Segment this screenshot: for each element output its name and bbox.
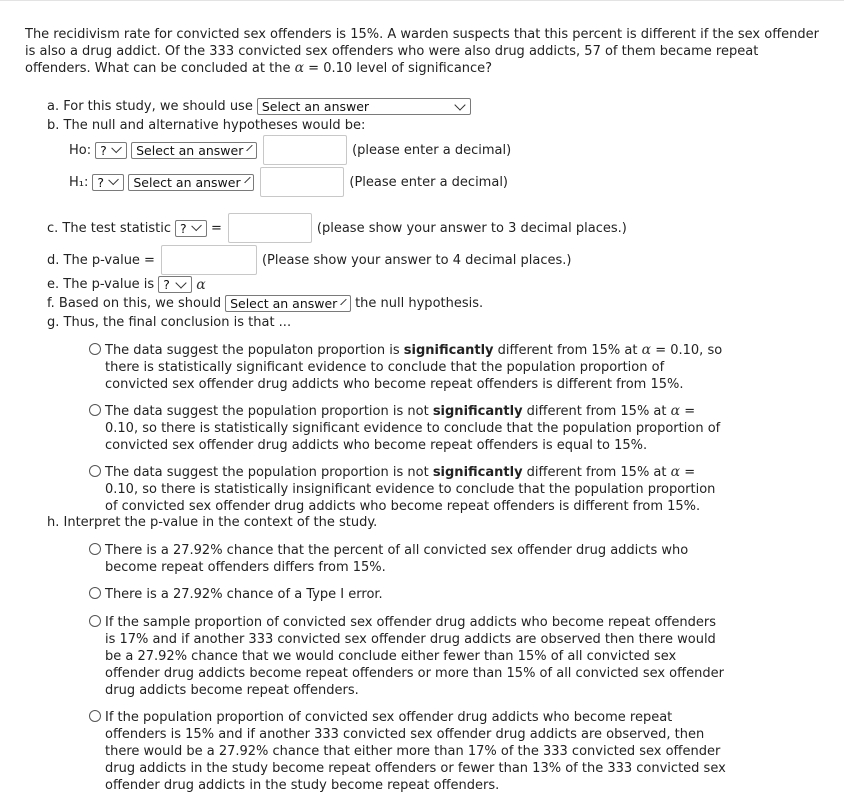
part-c-label: c. The test statistic — [47, 220, 171, 236]
equals-sign: = — [211, 220, 222, 236]
part-c — [47, 213, 627, 243]
part-c-hint: (please show your answer to 3 decimal places.) — [316, 220, 627, 236]
part-f-label: f. Based on this, we should — [47, 296, 222, 311]
part-g-label: g. Thus, the final conclusion is that ... — [47, 315, 292, 330]
problem-text: The recidivism rate for convicted sex offenders is 15%. A warden suspects that this percent is different if the sex offender is also a drug addict. Of the 333 convicted sex offenders who were also drug addicts, 57 of them became repeat offenders. What can be concluded at the — [25, 27, 819, 76]
select-value: ? — [97, 174, 105, 190]
interpretation-option-2[interactable] — [89, 586, 729, 603]
chevron-down-icon — [244, 177, 250, 183]
part-h-label: h. Interpret the p-value in the context of the study. — [47, 515, 378, 530]
h1-symbol-select[interactable] — [92, 174, 124, 191]
h1-label: H₁: — [69, 174, 89, 190]
part-h — [47, 515, 377, 530]
option-text-start: The data suggest the population proportion is not — [105, 404, 433, 419]
interpretation-option-4[interactable] — [89, 709, 729, 794]
select-value: Select an answer — [261, 99, 370, 114]
h1-parameter-select[interactable] — [128, 174, 254, 191]
option-text-end: = 0.10, so there is statistically significant evidence to conclude that the population proportion of convicted sex offender drug addicts who become repeat offenders is equal to 15%. — [105, 404, 721, 453]
option-text-start: The data suggest the populaton proportion is — [105, 343, 404, 358]
decision-select[interactable] — [225, 295, 351, 312]
option-text — [105, 464, 729, 515]
part-a — [47, 98, 475, 115]
chevron-down-icon — [454, 99, 465, 110]
radio-button[interactable] — [89, 343, 101, 355]
radio-button[interactable] — [89, 615, 101, 627]
select-value: Select an answer — [133, 174, 241, 190]
h0-symbol-select[interactable] — [95, 142, 127, 159]
part-f — [47, 295, 483, 312]
option-text: If the population proportion of convicted sex offender drug addicts who become repeat offenders is 15% and if another 333 convicted sex offender drug addicts are observed, then there would be a 27.92% chance that either more than 17% of the 333 convicted sex offender drug addicts in the study become repeat offenders or fewer than 13% of the 333 convicted sex offender drug addicts in the study become repeat offenders. — [105, 710, 726, 793]
p-value-comparison-select[interactable] — [158, 276, 192, 293]
top-divider — [0, 0, 844, 1]
study-type-select[interactable] — [257, 98, 471, 115]
alpha-symbol: α — [670, 464, 681, 480]
interpretation-option-3[interactable] — [89, 614, 729, 699]
problem-text-end: = 0.10 level of significance? — [304, 61, 493, 76]
test-statistic-select[interactable] — [175, 220, 207, 237]
h1-hint: (Please enter a decimal) — [349, 174, 508, 190]
part-d-label: d. The p-value = — [47, 252, 155, 268]
radio-button[interactable] — [89, 543, 101, 555]
option-text-bold: significantly — [403, 343, 494, 358]
select-value: Select an answer — [230, 296, 338, 311]
part-a-label: a. For this study, we should use — [47, 99, 253, 114]
part-b — [47, 118, 365, 133]
h0-value-input[interactable] — [263, 135, 347, 165]
option-text: There is a 27.92% chance that the percent of all convicted sex offender drug addicts who become repeat offenders differs from 15%. — [105, 543, 689, 575]
select-value: ? — [180, 220, 187, 236]
option-text-bold: significantly — [432, 404, 523, 419]
problem-statement — [25, 26, 825, 77]
chevron-down-icon — [108, 175, 119, 186]
chevron-down-icon — [191, 221, 202, 232]
chevron-down-icon — [111, 143, 122, 154]
alpha-symbol: α — [670, 403, 681, 419]
h0-parameter-select[interactable] — [131, 142, 257, 159]
chevron-down-icon — [247, 145, 253, 151]
radio-button[interactable] — [89, 587, 101, 599]
radio-button[interactable] — [89, 465, 101, 477]
option-text-end: = 0.10, so there is statistically insignificant evidence to conclude that the population proportion of convicted sex offender drug addicts who become repeat offenders is different from 15%. — [105, 465, 716, 514]
conclusion-option-3[interactable] — [89, 464, 729, 515]
option-text-mid: different from 15% at — [522, 465, 671, 480]
alpha-symbol: α — [294, 60, 305, 76]
chevron-down-icon — [341, 298, 347, 304]
select-value: ? — [163, 277, 170, 292]
radio-button[interactable] — [89, 710, 101, 722]
part-b-label: b. The null and alternative hypotheses would be: — [47, 118, 366, 133]
part-d — [47, 245, 571, 275]
part-e — [47, 276, 206, 293]
chevron-down-icon — [176, 277, 187, 288]
option-text — [105, 403, 729, 454]
option-text-start: The data suggest the population proportion is not — [105, 465, 433, 480]
h1-row — [69, 167, 508, 197]
h0-hint: (please enter a decimal) — [352, 142, 512, 158]
option-text-end: = 0.10, so there is statistically significant evidence to conclude that the population proportion of convicted sex offender drug addicts who become repeat offenders is different from 15%. — [105, 343, 723, 392]
option-text-mid: different from 15% at — [522, 404, 671, 419]
part-g — [47, 315, 291, 330]
option-text — [105, 342, 729, 393]
conclusion-option-1[interactable] — [89, 342, 729, 393]
h0-label: Ho: — [69, 142, 92, 158]
alpha-symbol: α — [641, 342, 652, 358]
select-value: ? — [100, 142, 107, 158]
h1-value-input[interactable] — [260, 167, 344, 197]
h0-row — [69, 135, 511, 165]
p-value-input[interactable] — [161, 245, 257, 275]
option-text: If the sample proportion of convicted sex offender drug addicts who become repeat offenders is 17% and if another 333 convicted sex offender drug addicts are observed then there would be a 27.92% chance that we would conclude either fewer than 15% of all convicted sex offender drug addicts become repeat offenders or more than 15% of all convicted sex offender drug addicts become repeat offenders. — [105, 615, 724, 698]
alpha-symbol: α — [196, 276, 206, 293]
part-d-hint: (Please show your answer to 4 decimal places.) — [261, 252, 572, 268]
radio-button[interactable] — [89, 404, 101, 416]
option-text-bold: significantly — [432, 465, 523, 480]
select-value: Select an answer — [136, 142, 244, 158]
conclusion-option-2[interactable] — [89, 403, 729, 454]
interpretation-option-1[interactable] — [89, 542, 729, 576]
option-text-mid: different from 15% at — [493, 343, 642, 358]
part-e-label: e. The p-value is — [47, 277, 155, 292]
option-text: There is a 27.92% chance of a Type I error. — [105, 587, 383, 602]
test-statistic-input[interactable] — [228, 213, 312, 243]
part-f-label-end: the null hypothesis. — [355, 296, 484, 311]
